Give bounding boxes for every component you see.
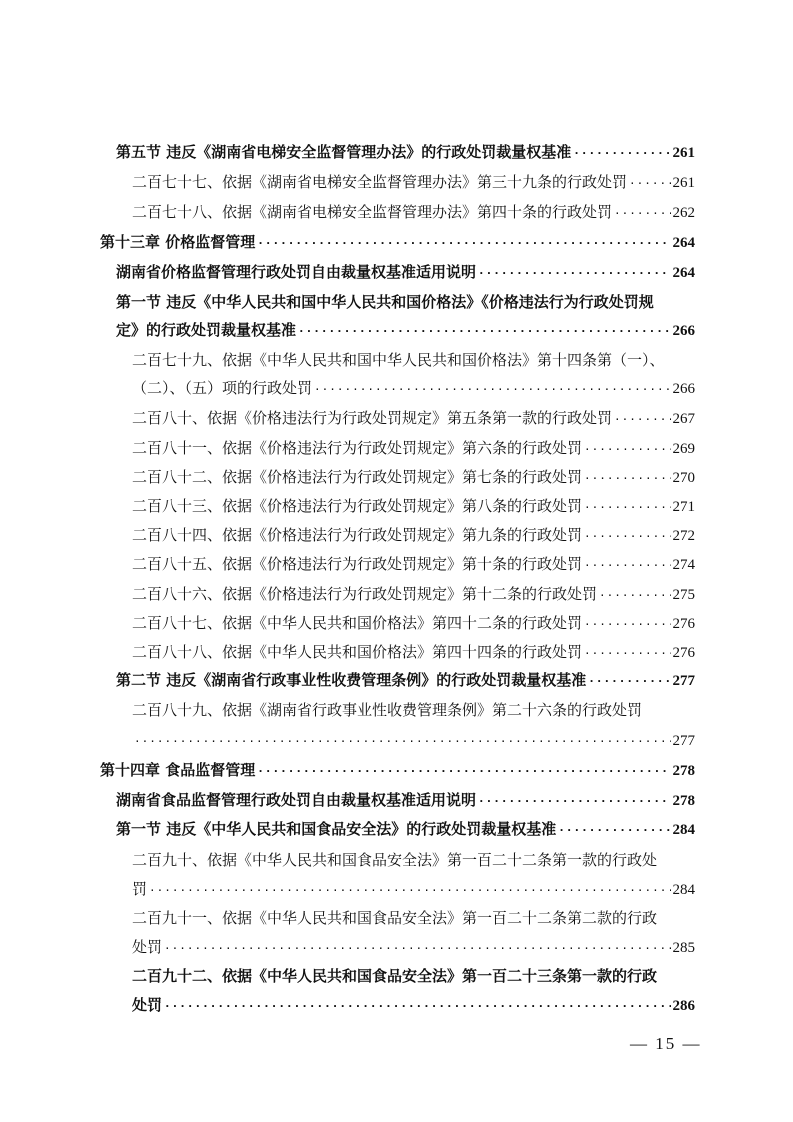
- toc-entry-page: 274: [672, 557, 695, 573]
- toc-entry-title: 二百八十五、依据《价格违法行为行政处罚规定》第十条的行政处罚: [132, 555, 583, 573]
- toc-entry-page: 275: [672, 587, 695, 603]
- toc-entry-page: 267: [672, 411, 695, 427]
- leader-dots: [134, 731, 671, 750]
- toc-entry-food-section-1[interactable]: [116, 815, 695, 839]
- toc-entry-title: 二百八十八、依据《中华人民共和国价格法》第四十四条的行政处罚: [132, 643, 583, 661]
- leader-dots: [614, 409, 670, 428]
- leader-dots: [164, 996, 670, 1015]
- toc-entry-food-notes[interactable]: [116, 786, 695, 810]
- leader-dots: [584, 643, 670, 662]
- toc-entry-price-section-1-cont[interactable]: [116, 316, 695, 340]
- toc-entry-price-section-1[interactable]: [116, 288, 695, 312]
- toc-entry-292-cont[interactable]: [132, 991, 695, 1015]
- toc-entry-title: 处罚: [132, 996, 163, 1014]
- toc-entry-281[interactable]: [132, 434, 695, 458]
- leader-dots: [584, 439, 670, 458]
- toc-entry-title: 二百八十一、依据《价格违法行为行政处罚规定》第六条的行政处罚: [132, 439, 583, 457]
- toc-entry-277[interactable]: [132, 168, 695, 192]
- toc-entry-title: 二百七十七、依据《湖南省电梯安全监督管理办法》第三十九条的行政处罚: [132, 173, 628, 191]
- toc-entry-title: 二百八十三、依据《价格违法行为行政处罚规定》第八条的行政处罚: [132, 497, 583, 515]
- toc-entry-title: 罚: [132, 880, 148, 898]
- leader-dots: [558, 820, 670, 839]
- toc-entry-page: 261: [672, 145, 695, 161]
- toc-entry-title: 二百九十、依据《中华人民共和国食品安全法》第一百二十二条第一款的行政处: [132, 851, 658, 869]
- toc-entry-279-cont[interactable]: [132, 374, 695, 398]
- toc-entry-title: 二百八十七、依据《中华人民共和国价格法》第四十二条的行政处罚: [132, 614, 583, 632]
- toc-entry-288[interactable]: [132, 638, 695, 662]
- toc-entry-page: 286: [672, 998, 695, 1014]
- toc-entry-289[interactable]: [132, 696, 695, 720]
- leader-dots: [599, 585, 670, 604]
- leader-dots: [584, 497, 670, 516]
- toc-entry-284[interactable]: [132, 521, 695, 545]
- toc-entry-title: （二）、（五）项的行政处罚: [132, 379, 313, 397]
- toc-entry-section-5[interactable]: [116, 138, 695, 162]
- toc-entry-title: 二百九十二、依据《中华人民共和国食品安全法》第一百二十三条第一款的行政: [132, 967, 658, 985]
- page-number: — 15 —: [630, 1034, 702, 1053]
- toc-entry-286[interactable]: [132, 580, 695, 604]
- toc-entry-279[interactable]: [132, 346, 695, 370]
- toc-entry-290-cont[interactable]: [132, 875, 695, 899]
- toc-entry-page: 278: [672, 763, 695, 779]
- toc-entry-title: 二百八十六、依据《价格违法行为行政处罚规定》第十二条的行政处罚: [132, 585, 598, 603]
- toc-entry-289-cont[interactable]: [132, 726, 695, 750]
- toc-entry-291[interactable]: [132, 904, 695, 928]
- toc-entry-291-cont[interactable]: [132, 933, 695, 957]
- toc-entry-title: 湖南省价格监督管理行政处罚自由裁量权基准适用说明: [116, 263, 477, 281]
- toc-entry-title: 二百九十一、依据《中华人民共和国食品安全法》第一百二十二条第二款的行政: [132, 909, 658, 927]
- leader-dots: [584, 526, 670, 545]
- toc-entry-title: 二百八十二、依据《价格违法行为行政处罚规定》第七条的行政处罚: [132, 468, 583, 486]
- toc-entry-chapter-13[interactable]: [100, 228, 695, 252]
- toc-entry-title: 二百七十九、依据《中华人民共和国中华人民共和国价格法》第十四条第（一）、: [132, 351, 665, 369]
- toc-entry-292[interactable]: [132, 962, 695, 986]
- leader-dots: [478, 791, 670, 810]
- toc-entry-price-notes[interactable]: [116, 258, 695, 282]
- toc-entry-title: 第十四章 食品监督管理: [100, 761, 256, 779]
- toc-entry-title: 第一节 违反《中华人民共和国食品安全法》的行政处罚裁量权基准: [116, 820, 557, 838]
- toc-entry-page: 276: [672, 645, 695, 661]
- toc-entry-page: 272: [672, 528, 695, 544]
- toc-entry-title: 二百八十九、依据《湖南省行政事业性收费管理条例》第二十六条的行政处罚: [132, 701, 643, 719]
- toc-entry-title: 第二节 违反《湖南省行政事业性收费管理条例》的行政处罚裁量权基准: [116, 671, 587, 689]
- toc-entry-page: 264: [672, 235, 695, 251]
- leader-dots: [298, 321, 670, 340]
- toc-entry-page: 271: [672, 499, 695, 515]
- leader-dots: [614, 203, 670, 222]
- toc-entry-page: 266: [672, 323, 695, 339]
- toc-entry-page: 277: [672, 733, 695, 749]
- toc-entry-page: 277: [672, 673, 695, 689]
- leader-dots: [629, 173, 670, 192]
- toc-entry-page: 261: [672, 175, 695, 191]
- toc-entry-290[interactable]: [132, 846, 695, 870]
- toc-entry-page: 262: [672, 205, 695, 221]
- leader-dots: [573, 143, 670, 162]
- leader-dots: [584, 555, 670, 574]
- toc-entry-title: 第一节 违反《中华人民共和国中华人民共和国价格法》《价格违法行为行政处罚规: [116, 293, 654, 311]
- toc-entry-title: 二百七十八、依据《湖南省电梯安全监督管理办法》第四十条的行政处罚: [132, 203, 613, 221]
- leader-dots: [257, 761, 670, 780]
- toc-entry-price-section-2[interactable]: [116, 666, 695, 690]
- toc-entry-page: 278: [672, 793, 695, 809]
- toc-entry-title: 定》的行政处罚裁量权基准: [116, 321, 297, 339]
- toc-entry-title: 二百八十四、依据《价格违法行为行政处罚规定》第九条的行政处罚: [132, 526, 583, 544]
- toc-entry-page: 269: [672, 441, 695, 457]
- toc-entry-page: 284: [672, 882, 695, 898]
- leader-dots: [314, 379, 670, 398]
- toc-entry-278[interactable]: [132, 198, 695, 222]
- toc-entry-chapter-14[interactable]: [100, 756, 695, 780]
- toc-entry-page: 285: [672, 940, 695, 956]
- toc-entry-title: 第五节 违反《湖南省电梯安全监督管理办法》的行政处罚裁量权基准: [116, 143, 572, 161]
- toc-entry-page: 266: [672, 381, 695, 397]
- leader-dots: [257, 233, 670, 252]
- toc-entry-282[interactable]: [132, 463, 695, 487]
- toc-entry-title: 二百八十、依据《价格违法行为行政处罚规定》第五条第一款的行政处罚: [132, 409, 613, 427]
- toc-entry-title: 湖南省食品监督管理行政处罚自由裁量权基准适用说明: [116, 791, 477, 809]
- toc-entry-page: 264: [672, 265, 695, 281]
- toc-entry-283[interactable]: [132, 492, 695, 516]
- toc-entry-title: 第十三章 价格监督管理: [100, 233, 256, 251]
- leader-dots: [588, 671, 670, 690]
- leader-dots: [149, 880, 670, 899]
- leader-dots: [584, 614, 670, 633]
- leader-dots: [584, 468, 670, 487]
- toc-entry-287[interactable]: [132, 609, 695, 633]
- toc-entry-title: 处罚: [132, 938, 163, 956]
- toc-entry-page: 276: [672, 616, 695, 632]
- leader-dots: [164, 938, 670, 957]
- toc-entry-page: 284: [672, 822, 695, 838]
- toc-entry-285[interactable]: [132, 550, 695, 574]
- toc-entry-page: 270: [672, 470, 695, 486]
- leader-dots: [478, 263, 670, 282]
- toc-entry-280[interactable]: [132, 404, 695, 428]
